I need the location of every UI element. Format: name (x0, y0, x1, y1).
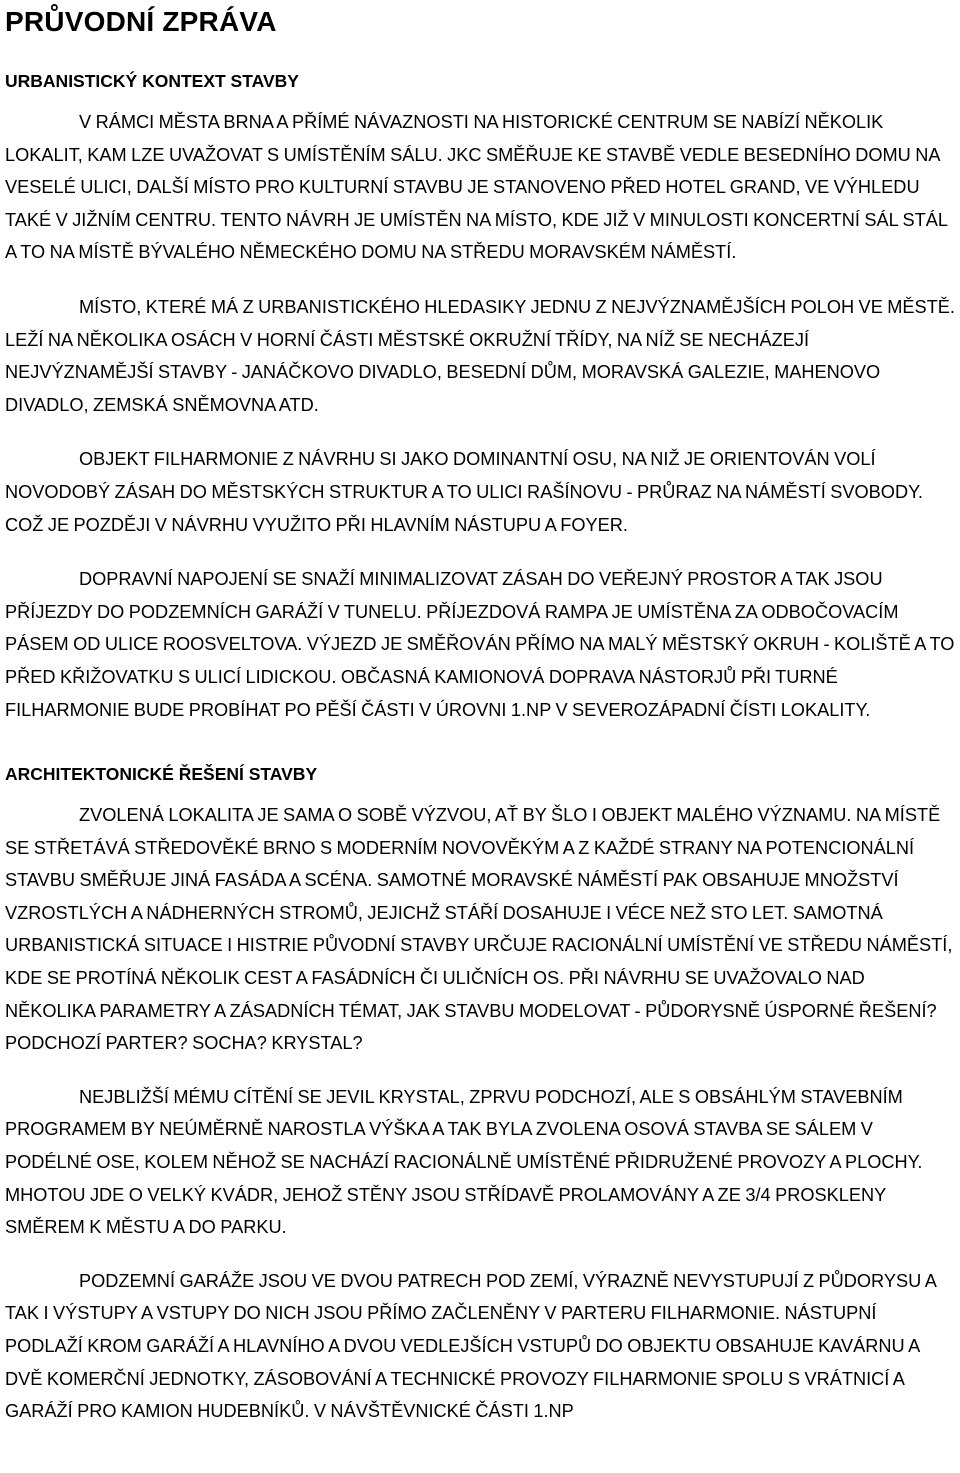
paragraph: NEJBLIŽŠÍ MÉMU CÍTĚNÍ SE JEVIL KRYSTAL, ZPRVU PODCHOZÍ, ALE S OBSÁHLÝM STAVEBNÍM PROGRAMEM BY NEÚMĚRNĚ NAROSTLA VÝŠKA A TAK BYLA ZVOLENA OSOVÁ STAVBA SE SÁLEM V PODÉLNÉ OSE, KOLEM NĚHOŽ SE NACHÁZÍ RACIONÁLNĚ UMÍSTĚNÉ PŘIDRUŽENÉ PROVOZY A PLOCHY. MHOTOU JDE O VELKÝ KVÁDR, JEHOŽ STĚNY JSOU STŘÍDAVĚ PROLAMOVÁNY A ZE 3/4 PROSKLENY SMĚREM K MĚSTU A DO PARKU. (5, 1086, 923, 1238)
paragraph: OBJEKT FILHARMONIE Z NÁVRHU SI JAKO DOMINANTNÍ OSU, NA NIŽ JE ORIENTOVÁN VOLÍ NOVODOBÝ ZÁSAH DO MĚSTSKÝCH STRUKTUR A TO ULICI RAŠÍNOVU - PRŮRAZ NA NÁMĚSTÍ SVOBODY. COŽ JE POZDĚJI V NÁVRHU VYUŽITO PŘI HLAVNÍM NÁSTUPU A FOYER. (5, 449, 923, 535)
paragraph: ZVOLENÁ LOKALITA JE SAMA O SOBĚ VÝZVOU, AŤ BY ŠLO I OBJEKT MALÉHO VÝZNAMU. NA MÍSTĚ SE STŘETÁVÁ STŘEDOVĚKÉ BRNO S MODERNÍM NOVOVĚKÝM A Z KAŽDÉ STRANY NA POTENCIONÁLNÍ STAVBU SMĚŘUJE JINÁ FASÁDA A SCÉNA. SAMOTNÉ MORAVSKÉ NÁMĚSTÍ PAK OBSAHUJE MNOŽSTVÍ VZROSTLÝCH A NÁDHERNÝCH STROMŮ, JEJICHŽ STÁŘÍ DOSAHUJE I VÉCE NEŽ STO LET. SAMOTNÁ URBANISTICKÁ SITUACE I HISTRIE PŮVODNÍ STAVBY URČUJE RACIONÁLNÍ UMÍSTĚNÍ VE STŘEDU NÁMĚSTÍ, KDE SE PROTÍNÁ NĚKOLIK CEST A FASÁDNÍCH ČI ULIČNÍCH OS. PŘI NÁVRHU SE UVAŽOVALO NAD NĚKOLIKA PARAMETRY A ZÁSADNÍCH TÉMAT, JAK STAVBU MODELOVAT - PŮDORYSNĚ ÚSPORNÉ ŘEŠENÍ? PODCHOZÍ PARTER? SOCHA? KRYSTAL? (5, 805, 953, 1054)
section-heading: URBANISTICKÝ KONTEXT STAVBY (5, 71, 299, 91)
section-heading: ARCHITEKTONICKÉ ŘEŠENÍ STAVBY (5, 764, 318, 785)
paragraph: MÍSTO, KTERÉ MÁ Z URBANISTICKÉHO HLEDASIKY JEDNU Z NEJVÝZNAMĚJŠÍCH POLOH VE MĚSTĚ. LEŽÍ NA NĚKOLIKA OSÁCH V HORNÍ ČÁSTI MĚSTSKÉ OKRUŽNÍ TŘÍDY, NA NÍŽ SE NECHÁZEJÍ NEJVÝZNAMĚJŠÍ STAVBY - JANÁČKOVO DIVADLO, BESEDNÍ DŮM, MORAVSKÁ GALEZIE, MAHENOVO DIVADLO, ZEMSKÁ SNĚMOVNA ATD. (5, 296, 955, 415)
section-urban-context (5, 70, 957, 726)
paragraph: V RÁMCI MĚSTA BRNA A PŘÍMÉ NÁVAZNOSTI NA HISTORICKÉ CENTRUM SE NABÍZÍ NĚKOLIK LOKALIT, KAM LZE UVAŽOVAT S UMÍSTĚNÍM SÁLU. JKC SMĚŘUJE KE STAVBĚ VEDLE BESEDNÍHO DOMU NA VESELÉ ULICI, DALŠÍ MÍSTO PRO KULTURNÍ STAVBU JE STANOVENO PŘED HOTEL GRAND, VE VÝHLEDU TAKÉ V JIŽNÍM CENTRU. TENTO NÁVRH JE UMÍSTĚN NA MÍSTO, KDE JIŽ V MINULOSTI KONCERTNÍ SÁL STÁL A TO NA MÍSTĚ BÝVALÉHO NĚMECKÉHO DOMU NA STŘEDU MORAVSKÉM NÁMĚSTÍ. (5, 112, 948, 263)
section-architectural-solution (5, 763, 957, 1428)
document-title: PRŮVODNÍ ZPRÁVA (5, 6, 277, 37)
paragraph: DOPRAVNÍ NAPOJENÍ SE SNAŽÍ MINIMALIZOVAT ZÁSAH DO VEŘEJNÝ PROSTOR A TAK JSOU PŘÍJEZDY DO PODZEMNÍCH GARÁŽÍ V TUNELU. PŘÍJEZDOVÁ RAMPA JE UMÍSTĚNA ZA ODBOČOVACÍM PÁSEM OD ULICE ROOSVELTOVA. VÝJEZD JE SMĚŘOVÁN PŘÍMO NA MALÝ MĚSTSKÝ OKRUH - KOLIŠTĚ A TO PŘED KŘIŽOVATKU S ULICÍ LIDICKOU. OBČASNÁ KAMIONOVÁ DOPRAVA NÁSTORJŮ PŘI TURNÉ FILHARMONIE BUDE PROBÍHAT PO PĚŠÍ ČÁSTI V ÚROVNI 1.NP V SEVEROZÁPADNÍ ČÍSTI LOKALITY. (5, 569, 955, 720)
paragraph: PODZEMNÍ GARÁŽE JSOU VE DVOU PATRECH POD ZEMÍ, VÝRAZNĚ NEVYSTUPUJÍ Z PŮDORYSU A TAK I VÝSTUPY A VSTUPY DO NICH JSOU PŘÍMO ZAČLENĚNY V PARTERU FILHARMONIE. NÁSTUPNÍ PODLAŽÍ KROM GARÁŽÍ A HLAVNÍHO A DVOU VEDLEJŠÍCH VSTUPŮ DO OBJEKTU OBSAHUJE KAVÁRNU A DVĚ KOMERČNÍ JEDNOTKY, ZÁSOBOVÁNÍ A TECHNICKÉ PROVOZY FILHARMONIE SPOLU S VRÁTNICÍ A GARÁŽÍ PRO KAMION HUDEBNÍKŮ. V NÁVŠTĚVNICKÉ ČÁSTI 1.NP (5, 1270, 936, 1422)
document-page (5, 0, 957, 1428)
